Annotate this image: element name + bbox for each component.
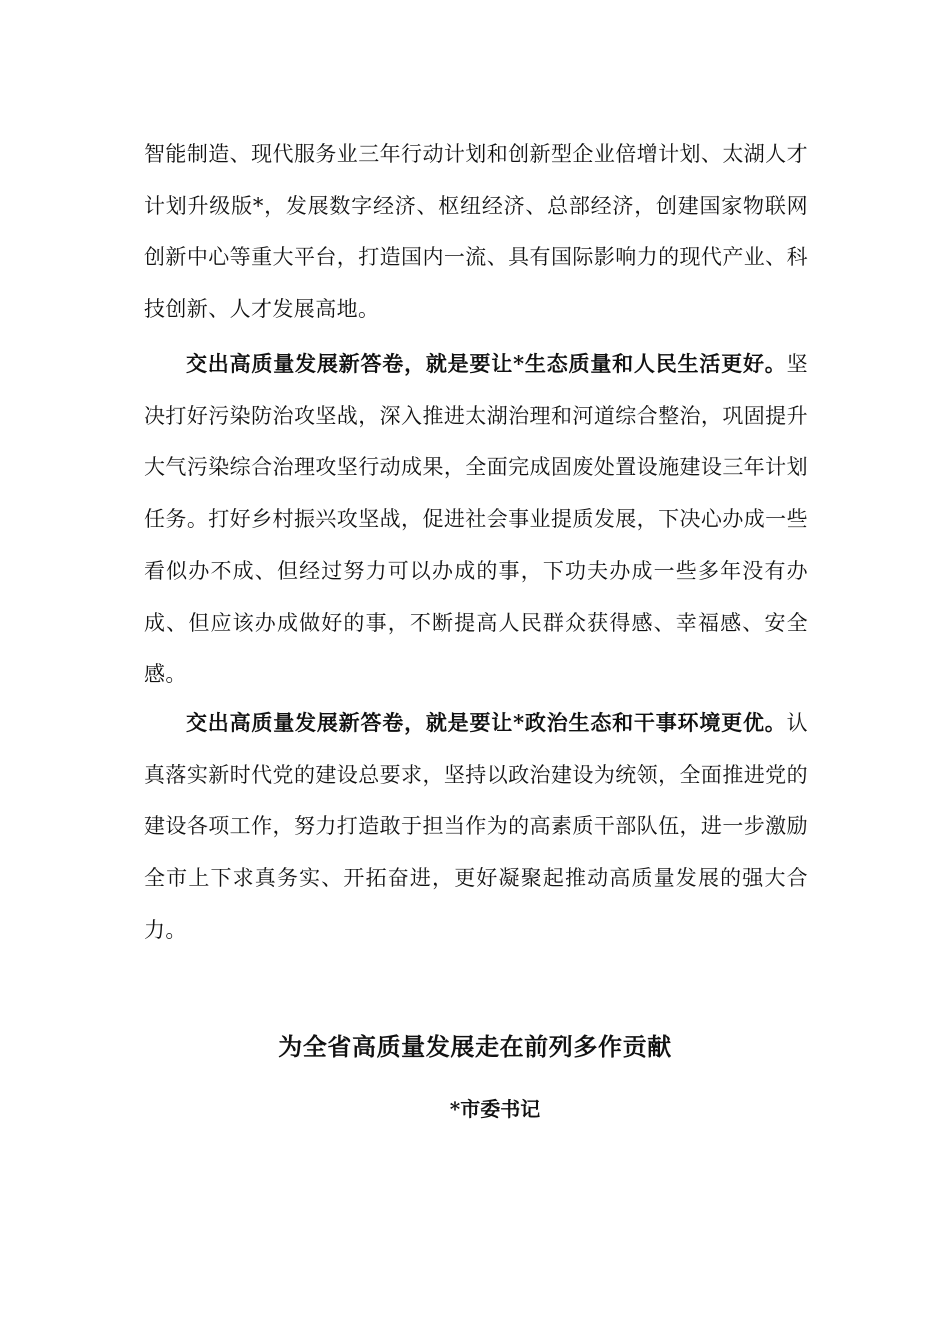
author-line: *市委书记 [449, 1097, 541, 1121]
article-title: 为全省高质量发展走在前列多作贡献 [278, 1033, 672, 1061]
paragraph-3-text: 认真落实新时代党的建设总要求，坚持以政治建设为统领，全面推进党的建设各项工作，努力打造敢于担当作为的高素质干部队伍，进一步激励全市上下求真务实、开拓奋进，更好凝聚起推动高质量发展的强大合力。 [144, 711, 808, 942]
paragraph-1 [144, 129, 808, 336]
paragraph-1-text: 智能制造、现代服务业三年行动计划和创新型企业倍增计划、太湖人才计划升级版*，发展数字经济、枢纽经济、总部经济，创建国家物联网创新中心等重大平台，打造国内一流、具有国际影响力的现代产业、科技创新、人才发展高地。 [144, 142, 808, 322]
paragraph-3-lead: 交出高质量发展新答卷，就是要让*政治生态和干事环境更优。 [186, 710, 787, 735]
paragraph-2-lead: 交出高质量发展新答卷，就是要让*生态质量和人民生活更好。 [186, 351, 787, 376]
paragraph-2-text: 坚决打好污染防治攻坚战，深入推进太湖治理和河道综合整治，巩固提升大气污染综合治理攻坚行动成果，全面完成固废处置设施建设三年计划任务。打好乡村振兴攻坚战，促进社会事业提质发展，下决心办成一些看似办不成、但经过努力可以办成的事，下功夫办成一些多年没有办成、但应该办成做好的事，不断提高人民群众获得感、幸福感、安全感。 [144, 352, 808, 687]
paragraph-3 [144, 697, 808, 957]
paragraph-2 [144, 338, 808, 701]
